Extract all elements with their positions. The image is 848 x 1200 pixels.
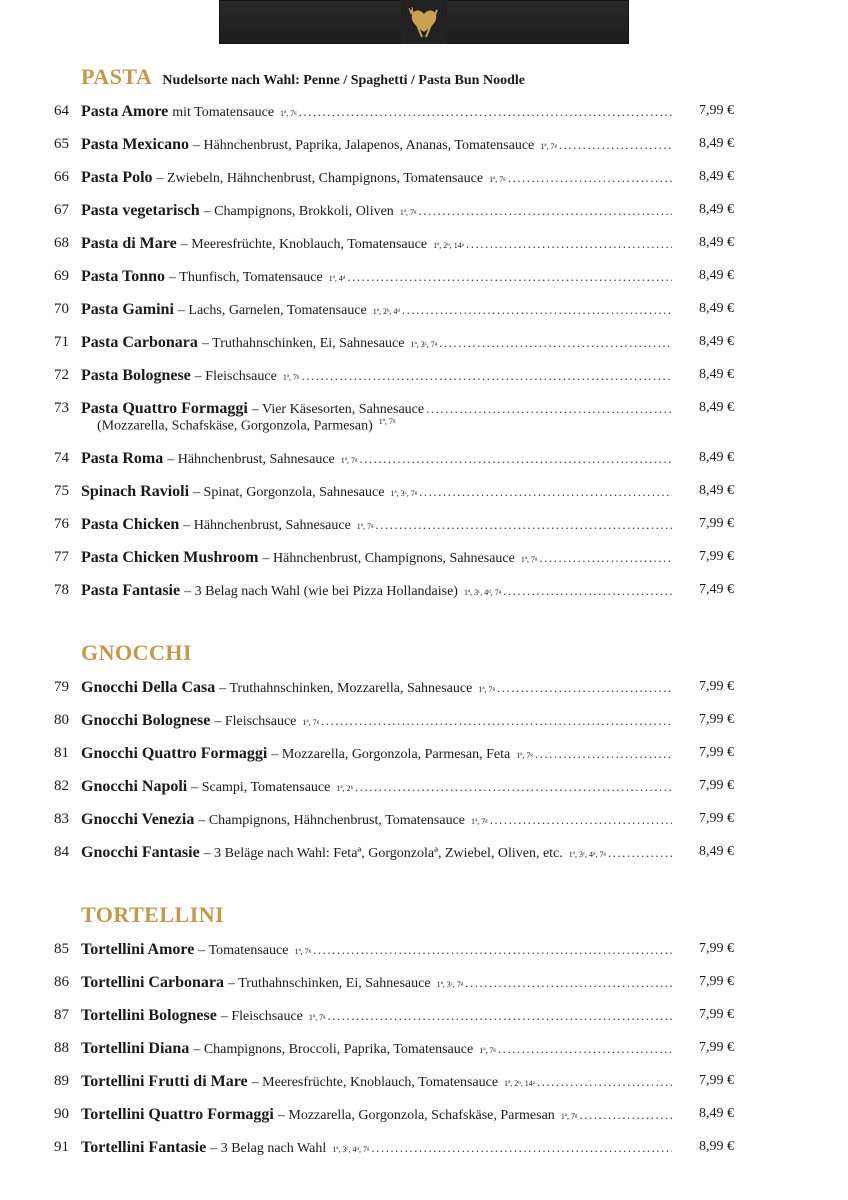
allergen-codes: 1ª, 3ᶜ, 7ᵍ: [390, 489, 418, 498]
item-description: – Truthahnschinken, Mozzarella, Sahnesauce: [219, 681, 473, 696]
item-line: [81, 1139, 672, 1157]
menu-item-row: [0, 1139, 848, 1165]
item-price: 7,99 €: [699, 745, 734, 760]
dot-leader: [490, 812, 672, 828]
item-number: 87: [54, 1007, 69, 1023]
dot-leader: [503, 583, 672, 599]
item-number: 66: [54, 169, 69, 185]
item-description: – Thunfisch, Tomatensauce: [169, 270, 323, 285]
item-number: 80: [54, 712, 69, 728]
item-subdescription: [97, 417, 395, 435]
item-price: 7,99 €: [699, 1007, 734, 1022]
item-line: [81, 712, 672, 730]
item-description: – Vier Käsesorten, Sahnesauce: [251, 402, 425, 417]
item-number: 74: [54, 450, 69, 466]
item-name: Tortellini Frutti di Mare: [81, 1073, 248, 1090]
dot-leader: [579, 1107, 672, 1123]
menu-item-row: [0, 103, 848, 129]
allergen-codes: 1ª, 2ᵇ, 14ᵃ: [433, 241, 464, 250]
allergen-codes: 1ª, 3ᶜ, 7ᵍ: [410, 340, 438, 349]
item-line: [81, 582, 672, 600]
item-description: – Hähnchenbrust, Sahnesauce: [167, 452, 335, 467]
item-description: – Mozzarella, Gorgonzola, Parmesan, Feta: [271, 747, 511, 762]
item-name: Spinach Ravioli: [81, 483, 190, 500]
item-price: 8,49 €: [699, 301, 734, 316]
menu-item-row: [0, 400, 848, 440]
menu-item-row: [0, 811, 848, 837]
item-line: [81, 811, 672, 829]
item-description: – Scampi, Tomatensauce: [191, 780, 331, 795]
item-number: 84: [54, 844, 69, 860]
allergen-codes: 1ª, 7ᵍ: [560, 1112, 578, 1121]
menu-item-row: [0, 582, 848, 608]
dot-leader: [313, 942, 672, 958]
item-name: Tortellini Quattro Formaggi: [81, 1106, 274, 1123]
item-line: [81, 745, 672, 763]
item-line: [81, 202, 672, 220]
item-description: – Truthahnschinken, Ei, Sahnesauce: [227, 976, 431, 991]
item-price: 7,99 €: [699, 712, 734, 727]
allergen-codes: 1ª, 7ᵍ: [516, 751, 533, 760]
dot-leader: [508, 170, 672, 186]
item-number: 89: [54, 1073, 69, 1089]
menu-item-row: [0, 941, 848, 967]
dot-leader: [537, 1074, 672, 1090]
item-name: Pasta di Mare: [81, 235, 177, 252]
item-name: Pasta Fantasie: [81, 582, 181, 599]
item-description: – Champignons, Broccoli, Paprika, Tomatensauce: [193, 1042, 474, 1057]
heart-fork-knife-icon: [402, 2, 446, 42]
menu-item-row: [0, 516, 848, 542]
item-price: 7,99 €: [699, 679, 734, 694]
menu-item-row: [0, 844, 848, 870]
menu-item-row: [0, 974, 848, 1000]
item-line: [81, 235, 672, 253]
item-name: Pasta Roma: [81, 450, 164, 467]
item-description: – Hähnchenbrust, Paprika, Jalapenos, Ananas, Tomatensauce: [192, 138, 535, 153]
item-price: 8,49 €: [699, 450, 734, 465]
dot-leader: [328, 1008, 672, 1024]
item-number: 71: [54, 334, 69, 350]
allergen-codes: 1ª, 7ᵍ: [478, 685, 495, 694]
item-description: – Zwiebeln, Hähnchenbrust, Champignons, Tomatensauce: [156, 171, 484, 186]
item-number: 70: [54, 301, 69, 317]
menu-item-row: [0, 334, 848, 360]
item-line: [81, 941, 672, 959]
item-description: – Mozzarella, Gorgonzola, Schafskäse, Parmesan: [277, 1108, 555, 1123]
allergen-codes: 1ª, 7ᵍ: [302, 718, 319, 727]
item-number: 88: [54, 1040, 69, 1056]
allergen-codes: 1ª, 3ᶜ, 4ᵈ, 7ᵍ: [568, 850, 606, 859]
item-line: [81, 1040, 672, 1058]
menu-item-row: [0, 483, 848, 509]
dot-leader: [426, 401, 672, 417]
dot-leader: [299, 104, 672, 120]
allergen-codes: 1ª, 4ᵈ: [328, 274, 346, 283]
dot-leader: [355, 779, 672, 795]
allergen-codes: 1ª, 7ᵍ: [282, 373, 300, 382]
section-title-pasta: PASTA Nudelsorte nach Wahl: Penne / Spaghetti / Pasta Bun Noodle: [81, 64, 525, 89]
item-description: mit Tomatensauce: [172, 105, 275, 120]
item-name: Pasta Amore: [81, 103, 169, 120]
item-name: Gnocchi Quattro Formaggi: [81, 745, 268, 762]
item-number: 81: [54, 745, 69, 761]
dot-leader: [402, 302, 672, 318]
item-description: – Truthahnschinken, Ei, Sahnesauce: [201, 336, 405, 351]
item-number: 82: [54, 778, 69, 794]
menu-item-row: [0, 712, 848, 738]
item-number: 65: [54, 136, 69, 152]
item-number: 78: [54, 582, 69, 598]
item-name: Pasta Tonno: [81, 268, 166, 285]
allergen-codes: 1ª, 7ᵍ: [280, 109, 297, 118]
allergen-codes: 1ª, 2ᵇ, 14ᵃ: [504, 1079, 535, 1088]
item-line: [81, 1007, 672, 1025]
item-description: – Champignons, Hähnchenbrust, Tomatensauce: [198, 813, 465, 828]
dot-leader: [466, 236, 672, 252]
item-price: 8,49 €: [699, 400, 734, 415]
section-note: Nudelsorte nach Wahl: Penne / Spaghetti / Pasta Bun Noodle: [162, 73, 525, 88]
item-name: Gnocchi Della Casa: [81, 679, 216, 696]
item-name: Pasta vegetarisch: [81, 202, 200, 219]
item-price: 8,99 €: [699, 1139, 734, 1154]
item-line: [81, 844, 672, 862]
dot-leader: [497, 680, 672, 696]
dot-leader: [321, 713, 672, 729]
menu-item-row: [0, 367, 848, 393]
allergen-codes: 1ª, 3ᶜ, 4ᵈ, 7ᵍ: [463, 588, 502, 597]
item-line: [81, 778, 672, 796]
allergen-codes: 1ª, 7ᵍ: [471, 817, 488, 826]
item-number: 77: [54, 549, 69, 565]
item-description: – Meeresfrüchte, Knoblauch, Tomatensauce: [180, 237, 428, 252]
item-number: 68: [54, 235, 69, 251]
item-name: Pasta Gamini: [81, 301, 174, 318]
item-line: [81, 169, 672, 187]
dot-leader: [419, 484, 672, 500]
allergen-codes: 1ª, 7ᵍ: [489, 175, 506, 184]
item-number: 76: [54, 516, 69, 532]
item-number: 79: [54, 679, 69, 695]
item-price: 8,49 €: [699, 1106, 734, 1121]
allergen-codes: 1ª, 2ᵇ, 4ᵈ: [372, 307, 400, 316]
menu-item-row: [0, 268, 848, 294]
item-description: – Fleischsauce: [220, 1009, 303, 1024]
item-line: [81, 974, 672, 992]
item-name: Tortellini Fantasie: [81, 1139, 207, 1156]
dot-leader: [559, 137, 672, 153]
item-number: 85: [54, 941, 69, 957]
allergen-codes: 1ª, 7ᵍ: [399, 208, 417, 217]
allergen-codes: 1ª, 7ᵍ: [340, 456, 358, 465]
item-price: 7,99 €: [699, 1040, 734, 1055]
item-name: Pasta Chicken: [81, 516, 180, 533]
item-name: Gnocchi Bolognese: [81, 712, 211, 729]
section-title-gnocchi: GNOCCHI: [81, 640, 193, 665]
item-name: Tortellini Bolognese: [81, 1007, 217, 1024]
item-description: – 3 Belag nach Wahl (wie bei Pizza Hollandaise): [184, 584, 458, 599]
item-price: 8,49 €: [699, 268, 734, 283]
item-number: 90: [54, 1106, 69, 1122]
allergen-codes: 1ª, 3ᶜ, 7ᵍ: [436, 980, 464, 989]
item-price: 8,49 €: [699, 844, 734, 859]
item-price: 7,49 €: [699, 582, 734, 597]
menu-item-row: [0, 778, 848, 804]
item-name: Pasta Chicken Mushroom: [81, 549, 259, 566]
item-name: Gnocchi Napoli: [81, 778, 188, 795]
dot-leader: [375, 517, 672, 533]
item-name: Tortellini Diana: [81, 1040, 190, 1057]
header-banner: [219, 0, 629, 44]
menu-item-row: [0, 169, 848, 195]
item-price: 7,99 €: [699, 941, 734, 956]
allergen-codes: 1ª, 7ᵍ: [378, 417, 396, 426]
allergen-codes: 1ª, 7ᵍ: [356, 522, 374, 531]
dot-leader: [539, 550, 672, 566]
item-name: Gnocchi Venezia: [81, 811, 195, 828]
item-price: 7,99 €: [699, 778, 734, 793]
item-price: 7,99 €: [699, 811, 734, 826]
dot-leader: [418, 203, 672, 219]
menu-item-row: [0, 235, 848, 261]
item-price: 8,49 €: [699, 235, 734, 250]
item-line: [81, 367, 672, 385]
item-description: – Meeresfrüchte, Knoblauch, Tomatensauce: [251, 1075, 499, 1090]
item-description: – Fleischsauce: [214, 714, 297, 729]
menu-item-row: [0, 202, 848, 228]
dot-leader: [371, 1140, 672, 1156]
allergen-codes: 1ª, 7ᵍ: [294, 947, 312, 956]
item-price: 8,49 €: [699, 367, 734, 382]
item-price: 8,49 €: [699, 334, 734, 349]
item-line: [81, 400, 672, 418]
item-number: 69: [54, 268, 69, 284]
dot-leader: [347, 269, 672, 285]
item-price: 7,99 €: [699, 974, 734, 989]
item-price: 8,49 €: [699, 202, 734, 217]
menu-item-row: [0, 136, 848, 162]
item-description: – Hähnchenbrust, Champignons, Sahnesauce: [262, 551, 515, 566]
item-line: [81, 301, 672, 319]
menu-item-row: [0, 1073, 848, 1099]
item-price: 8,49 €: [699, 136, 734, 151]
menu-item-row: [0, 1106, 848, 1132]
menu-item-row: [0, 1007, 848, 1033]
menu-item-row: [0, 450, 848, 476]
item-price: 7,99 €: [699, 516, 734, 531]
item-line: [81, 268, 672, 286]
item-line: [81, 136, 672, 154]
item-number: 83: [54, 811, 69, 827]
menu-item-row: [0, 745, 848, 771]
item-name: Pasta Carbonara: [81, 334, 198, 351]
item-number: 67: [54, 202, 69, 218]
item-price: 7,99 €: [699, 549, 734, 564]
item-number: 86: [54, 974, 69, 990]
dot-leader: [465, 975, 672, 991]
dot-leader: [359, 451, 672, 467]
allergen-codes: 1ª, 7ᵍ: [520, 555, 538, 564]
item-description: – Hähnchenbrust, Sahnesauce: [183, 518, 351, 533]
item-name: Pasta Quattro Formaggi: [81, 400, 248, 417]
item-line: [81, 103, 672, 121]
item-name: Tortellini Amore: [81, 941, 195, 958]
section-title-tortellini: TORTELLINI: [81, 902, 225, 927]
item-description: – 3 Belag nach Wahl: [210, 1141, 327, 1156]
item-description: – Lachs, Garnelen, Tomatensauce: [177, 303, 367, 318]
item-name: Pasta Bolognese: [81, 367, 191, 384]
item-name: Pasta Polo: [81, 169, 153, 186]
dot-leader: [301, 368, 672, 384]
item-line: [81, 679, 672, 697]
allergen-codes: 1ª, 7ᵍ: [540, 142, 557, 151]
allergen-codes: 1ª, 2ᵇ: [336, 784, 354, 793]
item-description: – Champignons, Brokkoli, Oliven: [203, 204, 394, 219]
item-line: [81, 450, 672, 468]
dot-leader: [535, 746, 672, 762]
item-line: [81, 516, 672, 534]
item-number: 91: [54, 1139, 69, 1155]
item-price: 8,49 €: [699, 169, 734, 184]
item-number: 75: [54, 483, 69, 499]
item-number: 72: [54, 367, 69, 383]
item-name: Pasta Mexicano: [81, 136, 189, 153]
item-line: [81, 334, 672, 352]
allergen-codes: 1ª, 7ᵍ: [479, 1046, 496, 1055]
dot-leader: [439, 335, 672, 351]
item-description: – Tomatensauce: [198, 943, 289, 958]
item-line: [81, 483, 672, 501]
item-price: 7,99 €: [699, 1073, 734, 1088]
item-description: – Fleischsauce: [194, 369, 277, 384]
item-name: Gnocchi Fantasie: [81, 844, 200, 861]
item-number: 73: [54, 400, 69, 416]
item-price: 8,49 €: [699, 483, 734, 498]
allergen-codes: 1ª, 7ᵍ: [308, 1013, 326, 1022]
item-description: – 3 Beläge nach Wahl: Fetaª, Gorgonzolaª, Zwiebel, Oliven, etc.: [203, 846, 563, 861]
item-price: 7,99 €: [699, 103, 734, 118]
item-line: [81, 1106, 672, 1124]
dot-leader: [608, 845, 672, 861]
item-description: – Spinat, Gorgonzola, Sahnesauce: [193, 485, 385, 500]
item-subdescription-text: (Mozzarella, Schafskäse, Gorgonzola, Parmesan): [97, 418, 373, 434]
menu-item-row: [0, 301, 848, 327]
menu-item-row: [0, 679, 848, 705]
item-name: Tortellini Carbonara: [81, 974, 224, 991]
item-number: 64: [54, 103, 69, 119]
allergen-codes: 1ª, 3ᶜ, 4ᵈ, 7ᵍ: [332, 1145, 370, 1154]
menu-item-row: [0, 1040, 848, 1066]
dot-leader: [498, 1041, 672, 1057]
menu-item-row: [0, 549, 848, 575]
item-line: [81, 1073, 672, 1091]
item-line: [81, 549, 672, 567]
